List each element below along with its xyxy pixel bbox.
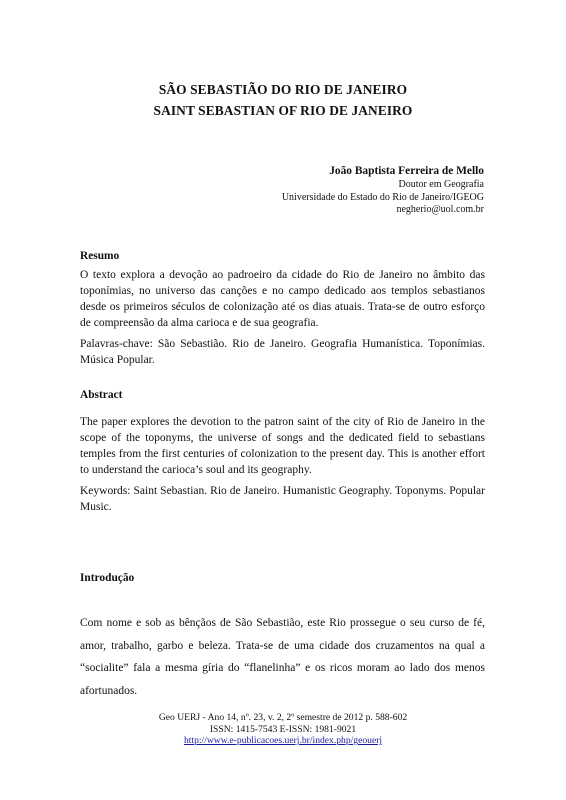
palavras-chave: Palavras-chave: São Sebastião. Rio de Janeiro. Geografia Humanística. Toponímias. Música Popular. (80, 338, 485, 366)
keywords: Keywords: Saint Sebastian. Rio de Janeiro. Humanistic Geography. Toponyms. Popular Music. (80, 485, 485, 513)
resumo-heading: Resumo (80, 250, 120, 262)
title-portuguese: SÃO SEBASTIÃO DO RIO DE JANEIRO (158, 82, 408, 97)
author-block (282, 164, 484, 217)
author-email: negherio@uol.com.br (396, 204, 484, 216)
introducao-heading: Introdução (80, 572, 135, 584)
abstract-text: The paper explores the devotion to the patron saint of the city of Rio de Janeiro in the scope of the toponyms, the universe of songs and the dedicated field to sebastians temples from the first centuries of colonization to the present day. This is another effort to understand the carioca’s soul and its geography. (80, 416, 485, 476)
author-name: João Baptista Ferreira de Mello (329, 165, 484, 177)
footer-citation: Geo UERJ - Ano 14, nº. 23, v. 2, 2º semestre de 2012 p. 588-602 (158, 712, 408, 723)
footer-link[interactable]: http://www.e-publicacoes.uerj.br/index.php/geouerj (183, 735, 383, 747)
footer-issn: ISSN: 1415-7543 E-ISSN: 1981-9021 (209, 723, 357, 735)
footer (0, 712, 566, 747)
title-english: SAINT SEBASTIAN OF RIO DE JANEIRO (153, 103, 413, 118)
author-degree: Doutor em Geografia (398, 179, 484, 190)
author-affiliation: Universidade do Estado do Rio de Janeiro/IGEOG (281, 191, 484, 203)
introducao-text: Com nome e sob as bênçãos de São Sebastião, este Rio prossegue o seu curso de fé, amor, trabalho, garbo e beleza. Trata-se de uma cidade dos cruzamentos na qual a “socialite” fala a mesma gíria do “flanelinha” e os ricos moram ao lado dos menos afortunados. (80, 617, 485, 697)
resumo-text: O texto explora a devoção ao padroeiro da cidade do Rio de Janeiro no âmbito das toponímias, no universo das canções e no campo dedicado aos templos sebastianos desde os primeiros séculos de colonização até os dias atuais. Trata-se de outro esforço de compreensão da alma carioca e de sua geografia. (80, 269, 485, 329)
abstract-heading: Abstract (80, 389, 123, 401)
